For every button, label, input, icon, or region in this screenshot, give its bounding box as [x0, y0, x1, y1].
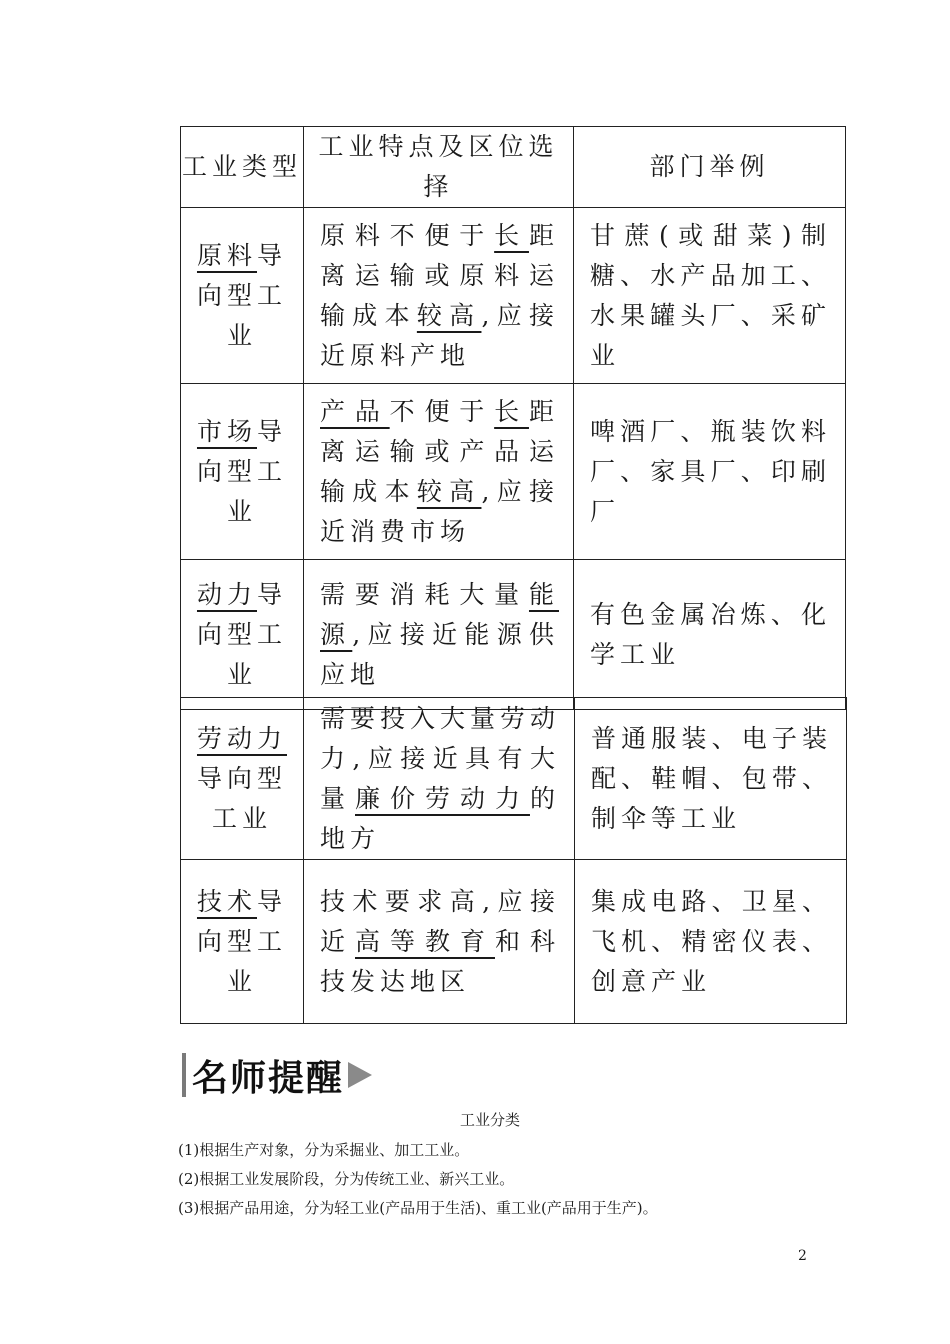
feature-keyword: 能源: [320, 579, 559, 649]
tip-header: [182, 1052, 372, 1098]
header-industry-type: 工业类型: [181, 127, 304, 208]
feature-keyword: 高等教育: [355, 926, 495, 956]
industry-table-part-1: [180, 126, 846, 710]
feature-text: 需要投入大量劳动力,应接近具有大量: [320, 703, 561, 813]
feature-keyword: 较高: [416, 476, 482, 506]
feature-cell: [304, 560, 574, 710]
feature-text: ,应接近消费市场: [320, 476, 559, 546]
header-features: 工业特点及区位选择: [304, 127, 574, 208]
note-line: (1)根据生产对象，分为采掘业、加工工业。: [178, 1141, 470, 1159]
industry-type-cell: [181, 384, 304, 560]
examples-cell: 甘蔗(或甜菜)制糖、水产品加工、水果罐头厂、采矿业: [574, 208, 846, 384]
feature-text: ,应接近原料产地: [320, 300, 559, 370]
type-keyword: 市场: [196, 416, 257, 446]
type-rest: 导向型工业: [196, 886, 288, 996]
examples-cell: 集成电路、卫星、飞机、精密仪表、创意产业: [575, 860, 847, 1024]
table-row: [181, 208, 846, 384]
feature-text: 需要消耗大量: [320, 579, 529, 609]
feature-keyword: 较高: [416, 300, 482, 330]
feature-text: 距离运输或产品运输成本: [320, 396, 559, 506]
table-row: [181, 560, 846, 710]
feature-text: ,应接近能源供应地: [320, 619, 559, 689]
tip-title: 名师提醒: [192, 1057, 345, 1099]
feature-cell: [304, 698, 575, 860]
type-rest: 导向型工业: [196, 763, 287, 833]
examples-cell: 有色金属冶炼、化学工业: [574, 560, 846, 710]
type-keyword: 劳动力: [196, 723, 287, 753]
tip-bar: [182, 1053, 186, 1097]
note-line: (2)根据工业发展阶段，分为传统工业、新兴工业。: [178, 1170, 515, 1188]
industry-type-cell: [181, 560, 304, 710]
note-line: (3)根据产品用途，分为轻工业(产品用于生活)、重工业(产品用于生产)。: [178, 1199, 658, 1217]
industry-type-cell: [181, 208, 304, 384]
table-row: [181, 384, 846, 560]
feature-cell: [304, 860, 575, 1024]
type-keyword: 动力: [196, 579, 257, 609]
type-rest: 导向型工业: [196, 416, 288, 526]
feature-cell: [304, 384, 574, 560]
table-row: [181, 698, 847, 860]
header-examples: 部门举例: [574, 127, 846, 208]
note-subtitle: 工业分类: [459, 1111, 520, 1129]
feature-keyword: 长: [494, 396, 529, 426]
feature-keyword: 产品: [320, 396, 390, 426]
feature-text: 技术要求高,应接近: [320, 886, 560, 956]
type-rest: 导向型工业: [196, 240, 288, 350]
feature-keyword: 长: [494, 220, 529, 250]
type-rest: 导向型工业: [196, 579, 288, 689]
feature-text: 和科技发达地区: [320, 926, 560, 996]
industry-type-cell: [181, 698, 304, 860]
page-number: 2: [798, 1248, 807, 1264]
feature-text: 原料不便于: [320, 220, 495, 250]
feature-text: 不便于: [389, 396, 495, 426]
industry-table-part-2: [180, 697, 847, 1024]
examples-cell: 啤酒厂、瓶装饮料厂、家具厂、印刷厂: [574, 384, 846, 560]
table-header-row: [181, 127, 846, 208]
feature-text: 的地方: [320, 783, 560, 853]
feature-text: 距离运输或原料运输成本: [320, 220, 559, 330]
type-keyword: 技术: [196, 886, 257, 916]
industry-type-cell: [181, 860, 304, 1024]
triangle-arrow-icon: [348, 1062, 372, 1088]
type-keyword: 原料: [196, 240, 257, 270]
examples-cell: 普通服装、电子装配、鞋帽、包带、制伞等工业: [575, 698, 847, 860]
feature-keyword: 廉价劳动力: [355, 783, 530, 813]
table-row: [181, 860, 847, 1024]
feature-cell: [304, 208, 574, 384]
